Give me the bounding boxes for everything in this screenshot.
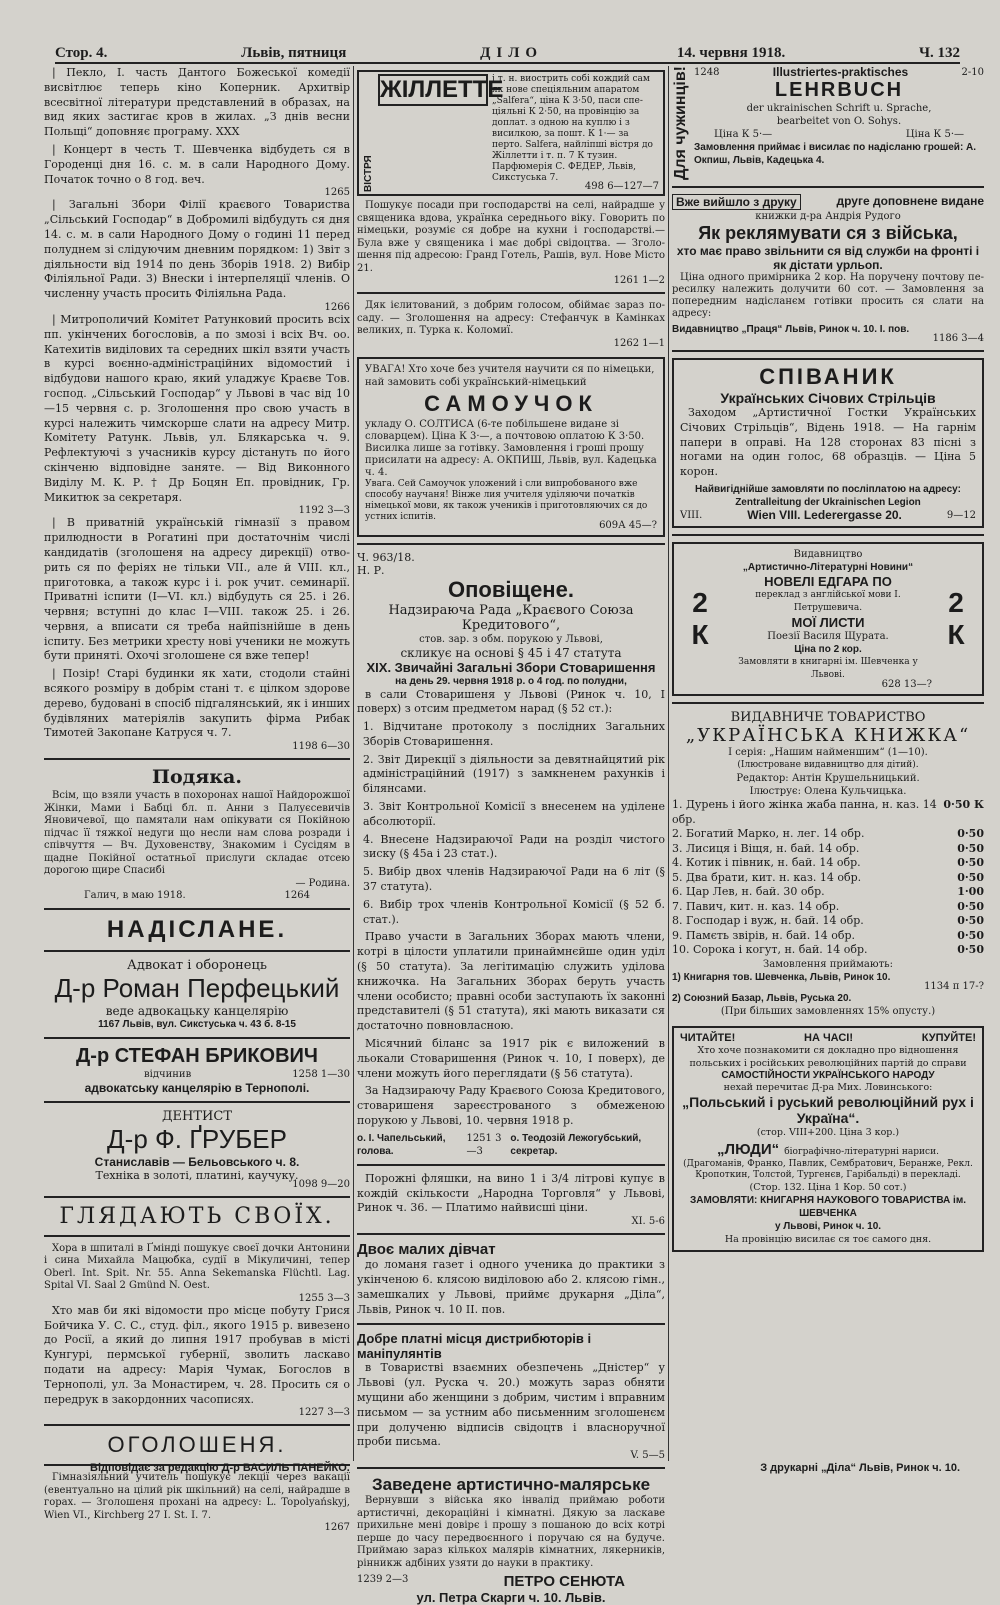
divider [44,908,350,910]
book-item [672,929,984,944]
page-footer [90,1462,960,1474]
lehrbuch-head [694,66,984,79]
book-item [672,900,984,915]
gillette-text: і т. н. виострить собі кождий сам як нове спеціяльним апаратом „Salfera“, ціна К 3·50, паси спеціяльні К 2·50, на провінцію за доплат. з одною на куплю і з висилкою, за пошт. К 1·— за перто. Salfera, найліпші вістря до Жіллетти і т. п. 7 К тузин. Парфюмерія С. ФЕДЕР, Львів, Сикстуська 7. [492,74,653,183]
book-price: 0·50 К [943,798,984,811]
read-text: Хто хоче познакомити ся докладно про відношення польських і російських революційних партій до справи [689,1044,967,1069]
divider [44,758,350,760]
lehrbuch-by: bearbeitet von O. Sohys. [776,116,902,127]
book-title: 5. Два брати, кит. н. каз. 14 обр. [672,870,862,884]
book-price: 0·50 [957,914,984,927]
ad-number: 609А 45—? [599,519,657,531]
literary-news-body [724,548,932,690]
lawyer-sub: веде адвокацьку канцелярію [105,1003,289,1018]
songbook-address-row [680,509,976,522]
ad-number: 1227 3—3 [298,1407,350,1419]
notice-meeting: | Загальні Збори Філії краєвого Товариства „Сільський Господар“ в Добромилі відбудуть ся дня 14. с. м. в сали Народного Дому о годині 11 перед полуднем зі слідуючим дневним порядком: 1) Звіт з діяльности від 1914 по день Зборів 1918. 2) Вибір Філіяльної Ради. 3) Внески і інтерпеляції членів. О численну участь просить Філіяльна Рада. [44,198,350,301]
agenda-list [357,720,665,927]
publisher-discount: (При більших замовленнях 15% опусту.) [720,1005,936,1017]
issue-number: Ч. 132 [918,45,960,61]
lehrbuch-order: Замовлення приймає і висилає по надісланю грошей: А. Окпиш, Львів, Кадецька 4. [694,142,977,166]
announcement-1: Гімназіяльний учитель пошукує лекції через вакації (евентуально на цілий рік шкільний) на селі, найрадше в горах. — Зголошеня прохані на адресу: L. Topolyańskyj, Wien VI., Kirchberg 27 I. St. I. 7. [44,1472,350,1521]
gillette-ad [357,70,665,196]
art-signature-row [357,1573,665,1590]
book-price: 1·00 [957,885,984,898]
ad-number: 498 6—127—7 [584,181,659,192]
printer-line: З друкарні „Діла“ Львів, Ринок ч. 10. [760,1462,960,1474]
publisher-orders: Замовлення приймають: [763,958,893,970]
notice-buildings: | Позір! Старі будинки як хати, стодоли стайні всякого розміру в добрім стані т. є цілком здорове дерево, будовані в спосіб підгалянський, як і инших будівляних матеріялів закупить фірма Рибак Тимотей Закопане Катруся ч. 7. [44,667,350,740]
self-teacher-ad [357,357,665,537]
lawyer2-line: адвокатську канцелярію в Тернополі. [84,1080,310,1095]
literary-translator: переклад з англійської мови І. Петрушевича. [755,590,901,613]
ad-number: 1251 3—3 [466,1132,502,1157]
lawyer-address: 1167 Львів, вул. Сикстуська ч. 43 б. 8-15 [98,1018,296,1030]
lawyer2-name: Д-р СТЕФАН БРИКОВИЧ [76,1044,318,1067]
notice-dante: | Пекло, І. часть Дантого Божеської комедії висвітлює теперь кіно Коперник. Архитвір всесвітної літератури представлений в образах, на вид яких застигає кров в жилах. „З днів весни Польщі“ доповняє програму. XXX [44,66,350,139]
gillette-left [378,74,504,192]
publisher-note: (Ілюстроване видавництво для дітий). [737,760,919,770]
notice-signatures [357,1132,665,1158]
page-header [55,34,960,64]
section-searching: ГЛЯДАЮТЬ СВОЇХ. [59,1203,335,1229]
masthead: ДІЛО [480,45,544,61]
book-item [672,827,984,842]
divider [357,543,665,545]
read-label-2: НА ЧАСІ! [804,1031,854,1044]
literary-publisher: Видавництво [793,549,863,560]
literary-news-ad [672,542,984,696]
read-book2-row [680,1139,976,1159]
book-title: 4. Котик і півник, н. бай. 14 обр. [672,856,861,869]
agenda-item: 6. Вибір трох членів Контрольної Комісії (§ 52 б. стат.). [363,897,665,926]
jobs-title: Добре платні місця дистрибюторів і маніпулянтів [357,1331,592,1362]
book-title: 2. Богатий Марко, н. лег. 14 обр. [672,827,865,840]
issue-date: 14. червня 1918. [676,45,786,61]
read-ad-head [680,1032,976,1044]
self-teacher-title: САМОУЧОК [424,390,598,416]
dentist-title: ДЕНТИСТ [161,1108,233,1124]
lawyer-title: Адвокат і оборонець [127,957,267,973]
literary-price: Ціна по 2 кор. [794,644,862,655]
literary-book-2: МОЇ ЛИСТИ [791,615,865,630]
dentist-address: Станиславів — Бельовського ч. 8. [94,1154,300,1169]
book-price: 0·50 [957,841,984,855]
read-label-3: КУПУЙТЕ! [921,1031,976,1044]
book-price: 0·50 [957,928,984,942]
thanks-place: Галич, в маю 1918. [84,889,186,901]
book-item [672,885,984,900]
thanks-footer [44,889,350,902]
editor-line: Відповідає за редакцію Д-р ВАСИЛЬ ПАНЕЙКО. [90,1462,350,1474]
thanks-signature: — Родина. [295,877,350,889]
column-middle [357,66,665,1605]
divider [44,1101,350,1103]
ad-number: 628 13—? [881,679,932,690]
notice-body-1: Право участи в Загальних Зборах мають члени, котрі в цілости уплатили принаймнєйше один уділ (§ 50 статута). За легітимацію служить уділова книжочка. На Загальних Зборах беруть участь члени особисто; правні особи заступають їх законні представителі (§ 51 статута), які мають виказати ся достаточно повновласною. [357,930,665,1033]
songbook-district: VIII. [680,510,703,521]
ad-number: 1255 3—3 [298,1292,350,1304]
column-right [672,66,984,1256]
seek-position: Пошукує посади при господарстві на селі, найрадше у священика вдова, українка середнього віку. Говорить по німецьки, розуміє ся добре на кухни і господарстві.— Була вже у священика і має добрі свідоцтва. — Зголошення під адресою: Гранд Готель, Рашів, вул. Нове Місто 21. [357,200,665,274]
read-book: „Польський і руський революційний рух і Україна“. [682,1093,974,1126]
art-name: ПЕТРО СЕНЮТА [503,1573,625,1591]
ad-number: 1265 [324,187,350,199]
foreigners-side: Для чужинців! [672,66,689,181]
art-title: Заведене артистично-малярське [371,1475,651,1495]
lehrbuch-prices [694,128,984,141]
songbook-address-2: Wien VIII. Lederergasse 20. [747,508,902,522]
search-ad-2: Хто мав би які відомости про місце побуту Грися Бойчика У. С. С., студ. філ., якого 1915 р. вивезено до Росії, а який до липня 1917 пробував в місті Кунгурі, пермської губернії, зволить ласкаво подати на адресу: Марія Чумак, Богослов в Тернополі, ул. За Монастирем, ч. 28. Просить ся о передрук в закордонних часописях. [44,1303,350,1406]
notice-call: скликує на основі § 45 і 47 статута [400,645,622,660]
divider [357,1164,665,1166]
book-price: 0·50 [957,856,984,869]
agenda-item: 1. Відчитане протоколу з послідних Загальних Зборів Стоваришення. [363,720,665,748]
ad-number: 1098 9—20 [292,1178,350,1190]
book-item [672,943,984,958]
thanks-title: Подяка. [152,766,242,789]
ad-number: 9—12 [946,510,976,521]
divider [44,1196,350,1198]
bottles-ad: Порожні фляшки, на вино 1 і 3/4 літрові купує в кождій скількости „Народна Торговля“ у Львові, Ринок ч. 36. — Платимо найвисші ціни. [357,1171,665,1215]
ad-number: 1239 2—3 [357,1574,409,1586]
songbook-sub: Українських Січових Стрільців [720,390,936,407]
read-label-1: ЧИТАЙТЕ! [680,1031,736,1044]
songbook-title: СПІВАНИК [759,364,897,390]
ad-number: 1261 1—2 [613,275,665,286]
agenda-item: 2. Звіт Дирекції з діяльности за девятнайцятий рік адміністраційний (1917) з замкненем рахунків і білянсами. [363,752,665,796]
book-publisher: Видавництво „Праця“ Львів, Ринок ч. 10. I. пов. [672,324,910,336]
book-item [672,842,984,857]
page-number: Стор. 4. [55,45,108,61]
notice-body-3: За Надзираючу Раду Краєвого Союза Кредитового, стоваришеня зареєстрованого з обмеженою порукою у Львові, 10. червня 1918 р. [357,1084,665,1128]
notice-body-2: Місячний біланс за 1917 рік є виложений в льокали Стоваришення (Ринок ч. 10, I поверх), де члени можуть його переглядати (§ 56 статута). [357,1037,665,1080]
publisher-name: „УКРАЇНСЬКА КНИЖКА“ [685,725,971,746]
gillette-right [492,74,659,192]
signature-secretary: о. Теодозій Лежогубський, секретар. [510,1132,642,1157]
book-item [672,856,984,871]
thanks-text: Всім, що взяли участь в похоронах нашої Найдорожшої Жінки, Мами і Бабці бл. п. Анни з Палуєсевичів Яновичевої, що памятали нам опікувати ся Покійною підчас її тяжкої недуги що несли нам слова розради і співчуття — Вч. Духовенству, Знакомим і Сусідям в щадне Покійної остатньої прислуги складає отсею дорогою щире Спасибі [44,790,350,877]
book-subtitle: хто має право звільнити ся від служби на фронті і як дістати урльоп. [676,244,980,273]
divider [357,292,665,294]
read-meta-2: (Стор. 132. Ціна 1 Кор. 50 сот.) [749,1181,907,1193]
book-title: 6. Цар Лев, н. бай. 30 обр. [672,885,825,898]
ad-number: 1186 3—4 [932,333,984,345]
divider [672,186,984,188]
publisher-editor: Редактор: Антін Крушельницький. [736,773,920,784]
divider [672,702,984,704]
book-title: 9. Памєть звірів, н. бай. 14 обр. [672,928,855,942]
book-title: 8. Господар і вуж, н. бай. 14 обр. [672,914,864,927]
lehrbuch-price-1: Ціна К 5·— [714,129,773,140]
dentist-work: Техніка в золоті, платині, каучуку. [95,1168,299,1182]
self-teacher-text: укладу О. СОЛТИСА (6-те побільшене видане зі словарцем). Ціна К 3·—, а почтовою оплатою К 3·50. Висилка лише за готівку. Замовлення і гроші прошу присилати на адресу: А. ОКПИШ, Львів, вул. Кадецька ч. 4. [365,418,657,478]
lehrbuch-ad [672,66,984,180]
divider [672,534,984,536]
search-ad-1: Хора в шпиталі в Ґмінді пошукує своєї дочки Антонини і сина Михайла Мацюбка, судії в Мікуличині, тепер Oberl. Int. Spit. Nr. 55. Anna Sekemanska Flüchtl. Lag. Spital VI. Saal 2 Gmünd N. Oest. [44,1242,350,1292]
gillette-logo: ЖІЛЛЕТТЕ [378,74,488,106]
book-price: 0·50 [957,827,984,840]
price-left: 2 К [691,587,709,650]
lehrbuch-big: LEHRBUCH [774,79,904,101]
book-title: 10. Сорока і когут, н. бай. 14 обр. [672,943,868,956]
publisher-order-2: 2) Союзний Базар, Львів, Руська 20. [672,992,852,1004]
ad-number: 1248 [694,67,720,78]
agenda-item: 3. Звіт Контрольної Комісії з внесенем на уділене абсолюторії. [363,800,665,828]
ad-number: 1267 [324,1522,350,1534]
songbook-order: Найвигіднійше замовляти по посліплатою на адресу: [695,484,961,495]
read-city: у Львові, Ринок ч. 10. [774,1220,882,1232]
publisher-order-1: 1) Книгарня тов. Шевченка, Львів, Ринок 10. [672,971,891,983]
publisher-title: ВИДАВНИЧЕ ТОВАРИСТВО [730,710,926,725]
column-divider [353,66,354,1461]
notice-meeting-title: XIX. Звичайні Загальні Збори Стоваришення [366,659,656,675]
read-author: нехай перечитає Д-ра Мих. Ловинського: [723,1081,933,1093]
self-teacher-intro: УВАГА! Хто хоче без учителя научити ся по німецьки, най замовить собі український-німецький [365,363,655,388]
book-title: Як реклямувати ся з війська, [698,223,958,244]
divider [44,1424,350,1426]
read-meta: (стор. VIII+200. Ціна 3 кор.) [756,1126,900,1138]
publisher-illustrator: Ілюструє: Олена Кульчицька. [749,786,907,797]
reference-number: Ч. 963/18. [357,550,415,564]
lehrbuch-sub: der ukrainischen Schrift u. Sprache, [746,103,932,114]
art-ad: Вернувши з війська яко інвалід приймаю роботи артистичні, декораційні і кімнатні. Дякую за ласкаве прихильне мені довірє і прошу з пошаною до всіх котрі перше до часу передвоєнного і поручаю ся на будуче. Приймаю зараз кількох малярів кімнатних, лякерників, рінникж адбіних узяти до науки в практику. [357,1495,665,1569]
price-right: 2 К [947,587,965,650]
ad-number: 1264 [284,889,310,901]
art-address: ул. Петра Скарги ч. 10. Львів. [416,1590,606,1605]
notice-concert: | Концерт в честь Т. Шевченка відбудеть ся в Городенці дня 16. с. м. в сали Народного Дому. Початок точно о 8 год. веч. [44,142,350,186]
notice-org2: стов. зар. з обм. порукою у Львові, [419,633,603,645]
dentist-name: Д-р Ф. ҐРУБЕР [107,1123,287,1154]
lawyer-name: Д-р Роман Перфецький [54,972,340,1003]
literary-poet: Поезії Василя Щурата. [767,631,889,642]
books-list [672,798,984,958]
read-order: ЗАМОВЛЯТИ: КНИГАРНЯ НАУКОВОГО ТОВАРИСТВА ім. ШЕВЧЕНКА [689,1194,966,1219]
book-release-head [672,194,984,210]
ad-number: 1134 п 17-? [924,980,984,992]
divider [357,1233,665,1235]
notice-place: в сали Стоваришеня у Львові (Ринок ч. 10, I поверх) з отсим предметом нарад (§ 52 ст.): [357,687,665,716]
ad-number: 1266 [324,301,350,313]
lehrbuch-body [694,66,984,180]
notice-gymnasium: | В приватній українській гімназії з правом прилюдности в Рогатині при достаточнім числі кандидатів (зголошеня на адресу дирекції) отворить ся по феріях не тільки VII., але й VIII. кл., приготовка, а також курс і і. рок учит. семинарії. Приватні іспити (I—VI. кл.) відбудуть ся 25. і 26. червня; вступні до клас I—VIII. також 25. і 26. червня, а вписати ся треба найпізнійше в день іспиту. Без метрики хресту нові ученики не можуть бути приняті. Охочі зголошене ся вже тепер! [44,516,350,663]
column-divider [668,66,669,1461]
book-title: 1. Дурень і його жінка жаба панна, н. каз. 14 обр. [672,798,937,826]
book-item [672,798,984,827]
read-final: На провінцію висилає ся тоє самого дня. [724,1233,932,1245]
book-price: 0·50 [957,943,984,956]
notice-meeting-date: на день 29. червня 1918 р. о 4 год. по полудни, [395,675,627,687]
ad-number: V. 5—5 [630,1450,665,1462]
column-left [44,66,350,1533]
cantor-ad: Дяк ієлитований, з добрим голосом, обіймає зараз посаду. — Зголошення на адресу: Стефанчук в Камінках великих, п. Турка к. Коломиї. [357,300,665,336]
lehrbuch-price-2: Ціна К 5·— [905,129,964,140]
divider [44,950,350,952]
book-author: книжки д-ра Андрія Рудого [755,211,901,223]
songbook-ad [672,358,984,528]
divider [357,1323,665,1325]
literary-book-1: НОВЕЛІ ЕДГАРА ПО [764,574,892,589]
notice-committee: | Митрополичий Комітет Ратунковий просить всіх пп. укінчених богословів, а по змозі і всіх Вч. оо. Катехитів виділових та середних шкіл взяти участь в курсі воєнно-адміністраційних відомостий і відбудови нашого краю, який уладжує Краєве Тов. господ. „Сільський Господар“ у Львові в час від 10—15 червня с. р. Зголошення про свою участь в курсі належить чимскорше слати на адресу Митр. Комітету Ратунк. Львів, ул. Блякарська ч. 9. Рефлектуючі з учасників курсу дістануть по його скінченю відповідне заняте. — Від Виконного Виділу М. К. Р. † Др Боцян Еп. провідник, Гр. Микитюк за секретаря. [44,312,350,504]
notice-org: Надзираюча Рада „Краєвого Союза Кредитового“, [388,602,634,633]
girls-title: Двоє малих дівчат [357,1241,496,1259]
girls-ad: до ломаня газет і одного ученика до практики з укінченою 6. клясою виділовою або 2. клясою гімн., замешкалих у Львові, приймє друкарня „Діла“, Львів, Ринок ч. 10 II. пов. [357,1258,665,1316]
lehrbuch-title: Illustriertes-praktisches [772,65,909,79]
book-item [672,871,984,886]
ad-number: 1198 6—30 [292,741,350,753]
book-release-label: Вже вийшло з друку [672,194,801,210]
agenda-item: 4. Внесене Надзираючої Ради на розділ чистого зиску (§ 45а і 23 стат.). [363,832,665,861]
publisher-series: I серія: „Нашим найменшим“ (1—10). [728,747,928,758]
divider [44,1037,350,1039]
agenda-item: 5. Вибір двох членів Надзираючої Ради на 6 літ (§ 37 статута). [363,865,665,894]
book-item [672,914,984,929]
divider [672,350,984,352]
notice-title: Оповіщене. [448,576,574,602]
book-price: 0·50 [957,899,984,913]
ad-number: 1258 1—30 [292,1068,350,1080]
book-edition: друге доповнене видане [836,194,984,209]
divider [44,1235,350,1237]
songbook-address-1: Zentralleitung der Ukrainischen Legion [735,497,921,508]
reference-initials: Н. Р. [357,563,385,577]
book-title: 3. Лисиця і Віщя, н. бай. 14 обр. [672,841,860,855]
signature-chair: о. І. Чапельський, голова. [357,1132,446,1157]
lehrbuch-pages: 2-10 [961,67,984,78]
read-big: САМОСТІЙНОСТИ УКРАЇНСЬКОГО НАРОДУ [721,1069,935,1081]
gillette-side: ВІСТРЯ [363,155,374,192]
book-price: Ціна одного примірника 2 кор. На поручену почтову пересилку належить долучити 60 сот. — Замовлення за попередним надісланєм готівки просить ся слати на адресу: [672,272,984,320]
jobs-ad: в Товаристві взаємних обезпечень „Дністер“ у Львові (ул. Руска ч. 20.) можуть зараз обняти мущини або женщини з добрим, чистим і вправним письмом — за устним або письменним зголошенєм при долученю відписів свідоцтв і власноручної проби письма. [357,1361,665,1449]
book-price: 0·50 [957,870,984,884]
songbook-text: Заходом „Артистичної Гостки Українських Січових Стрільців“, Відень 1918. — На гарнім папери в оправі. На 128 сторонах 83 пісні з ногами на один голос, 68 образців. — Ціна 5 корон. [680,406,976,479]
literary-publisher-name: „Артистично-Літературні Новини“ [742,562,914,573]
city-day: Львів, пятниця [241,45,347,61]
ad-number: 1192 3—3 [298,505,350,517]
read-book2: „ЛЮДИ“ [717,1140,780,1158]
ad-number: XI. 5-6 [631,1216,665,1228]
lawyer2-row [44,1068,350,1081]
book-title: 7. Павич, кит. н. каз. 14 обр. [672,899,840,913]
ad-number: 1262 1—1 [613,337,665,349]
read-names: (Драгоманів, Франко, Павлик, Сембратович, Беранже, Рекл. Кропоткин, Толстой, Тургенєв, Гарібальді) в перекладі. [683,1158,973,1180]
self-teacher-note: Увага. Сей Самоучок уложений і сли випробованого вже способу научаня! Вінже лия учителя уділяючи початків німецької мови, як також учеників і приготовляючих ся до устних іспитів. [365,478,648,522]
read-ad [672,1026,984,1252]
section-sent: НАДІСЛАНЕ. [106,915,288,943]
lawyer2-sub: відчинив [144,1068,192,1080]
section-announcements: ОГОЛОШЕНЯ. [107,1432,287,1458]
literary-order: Замовляти в книгарні ім. Шевченка у Львові. [738,657,918,680]
read-book2-sub: біографічно-літературні нариси. [784,1146,939,1157]
